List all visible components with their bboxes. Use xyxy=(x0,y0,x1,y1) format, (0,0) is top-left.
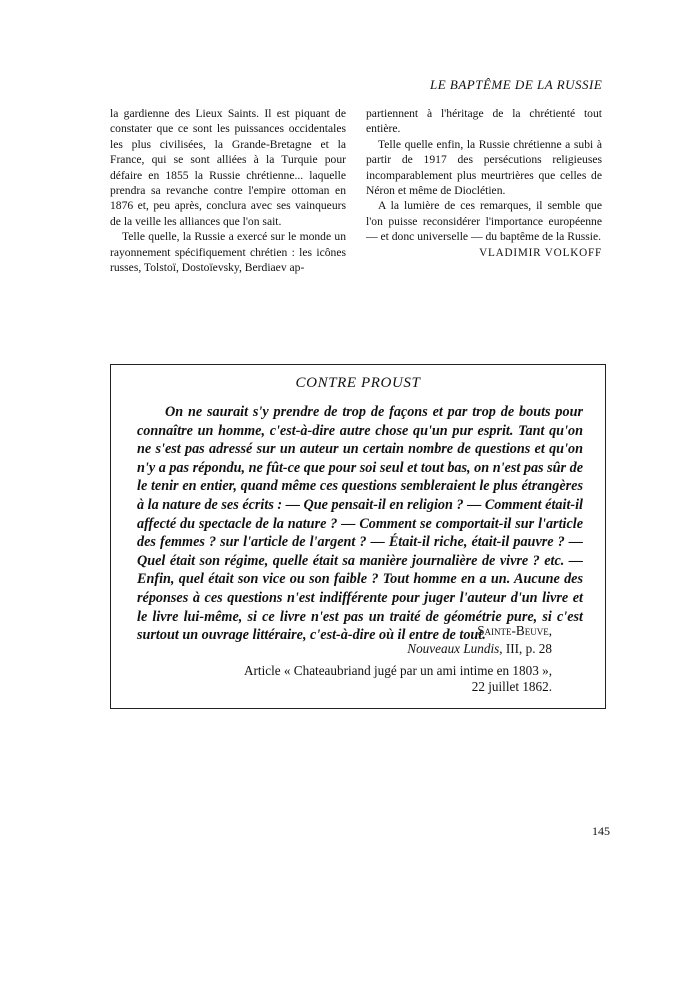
author-signature: VLADIMIR VOLKOFF xyxy=(479,246,602,259)
paragraph: la gardienne des Lieux Saints. Il est piquant de constater que ce sont les puissances occidentales les plus civilisées, la Grande-Bretagne et la France, qui se sont alliées à la Turquie pour défaire en 1855 la Russie chrétienne... laquelle prendra sa revanche contre l'empire ottoman en 1876 et, peu après, conclura avec ses vainqueurs de la veille les alliances que l'on sait. xyxy=(110,107,346,228)
quote-author xyxy=(477,623,552,639)
paragraph: Telle quelle, la Russie a exercé sur le monde un rayonnement spécifiquement chrétien : les icônes russes, Tolstoï, Dostoïevsky, Berdiaev ap- xyxy=(110,230,346,275)
page-number: 145 xyxy=(592,824,610,838)
running-head: LE BAPTÊME DE LA RUSSIE xyxy=(430,77,603,92)
paragraph: partiennent à l'héritage de la chrétienté tout entière. xyxy=(366,107,602,136)
left-column xyxy=(110,106,346,275)
quote-source xyxy=(407,641,552,657)
quote-title: CONTRE PROUST xyxy=(295,375,421,391)
quote-box xyxy=(110,364,606,709)
paragraph: A la lumière de ces remarques, il semble que l'on puisse reconsidérer l'importance européenne — et donc universelle — du baptême de la Russie. xyxy=(366,199,602,244)
quote-volume: , III, p. 28 xyxy=(499,641,552,656)
right-column xyxy=(366,106,602,261)
quote-date: 22 juillet 1862. xyxy=(471,679,552,694)
quote-text: On ne saurait s'y prendre de trop de façons et par trop de bouts pour connaître un homme, c'est-à-dire autre chose qu'un pur esprit. Tant qu'on ne s'est pas adressé sur un auteur un certain nombre de questions et qu'on n'y a pas répondu, ne fût-ce que pour soi seul et tout bas, on n'est pas sûr de le tenir en entier, quand même ces questions sembleraient le plus étrangères à la nature de ses écrits : — Que pensait-il en religion ? — Comment était-il affecté du spectacle de la nature ? — Comment se comportait-il sur l'article des femmes ? sur l'article de l'argent ? — Était-il riche, était-il pauvre ? — Quel était son régime, quelle était sa manière journalière de vivre ? etc. — Enfin, quel était son vice ou son faible ? Tout homme en a un. Aucune des réponses à ces questions n'est indifférente pour juger l'auteur d'un livre et le livre lui-même, si ce livre n'est pas un traité de géométrie pure, si c'est surtout un ouvrage littéraire, c'est-à-dire où il entre de tout. xyxy=(137,404,583,644)
quote-work-title: Nouveaux Lundis xyxy=(407,641,500,656)
quote-author-name: Sainte-Beuve, xyxy=(477,623,552,638)
quote-article: Article « Chateaubriand jugé par un ami intime en 1803 », xyxy=(244,663,552,678)
paragraph: Telle quelle enfin, la Russie chrétienne a subi à partir de 1917 des persécutions religieuses incomparablement plus meurtrières que celles de Néron et même de Dioclétien. xyxy=(366,137,602,198)
